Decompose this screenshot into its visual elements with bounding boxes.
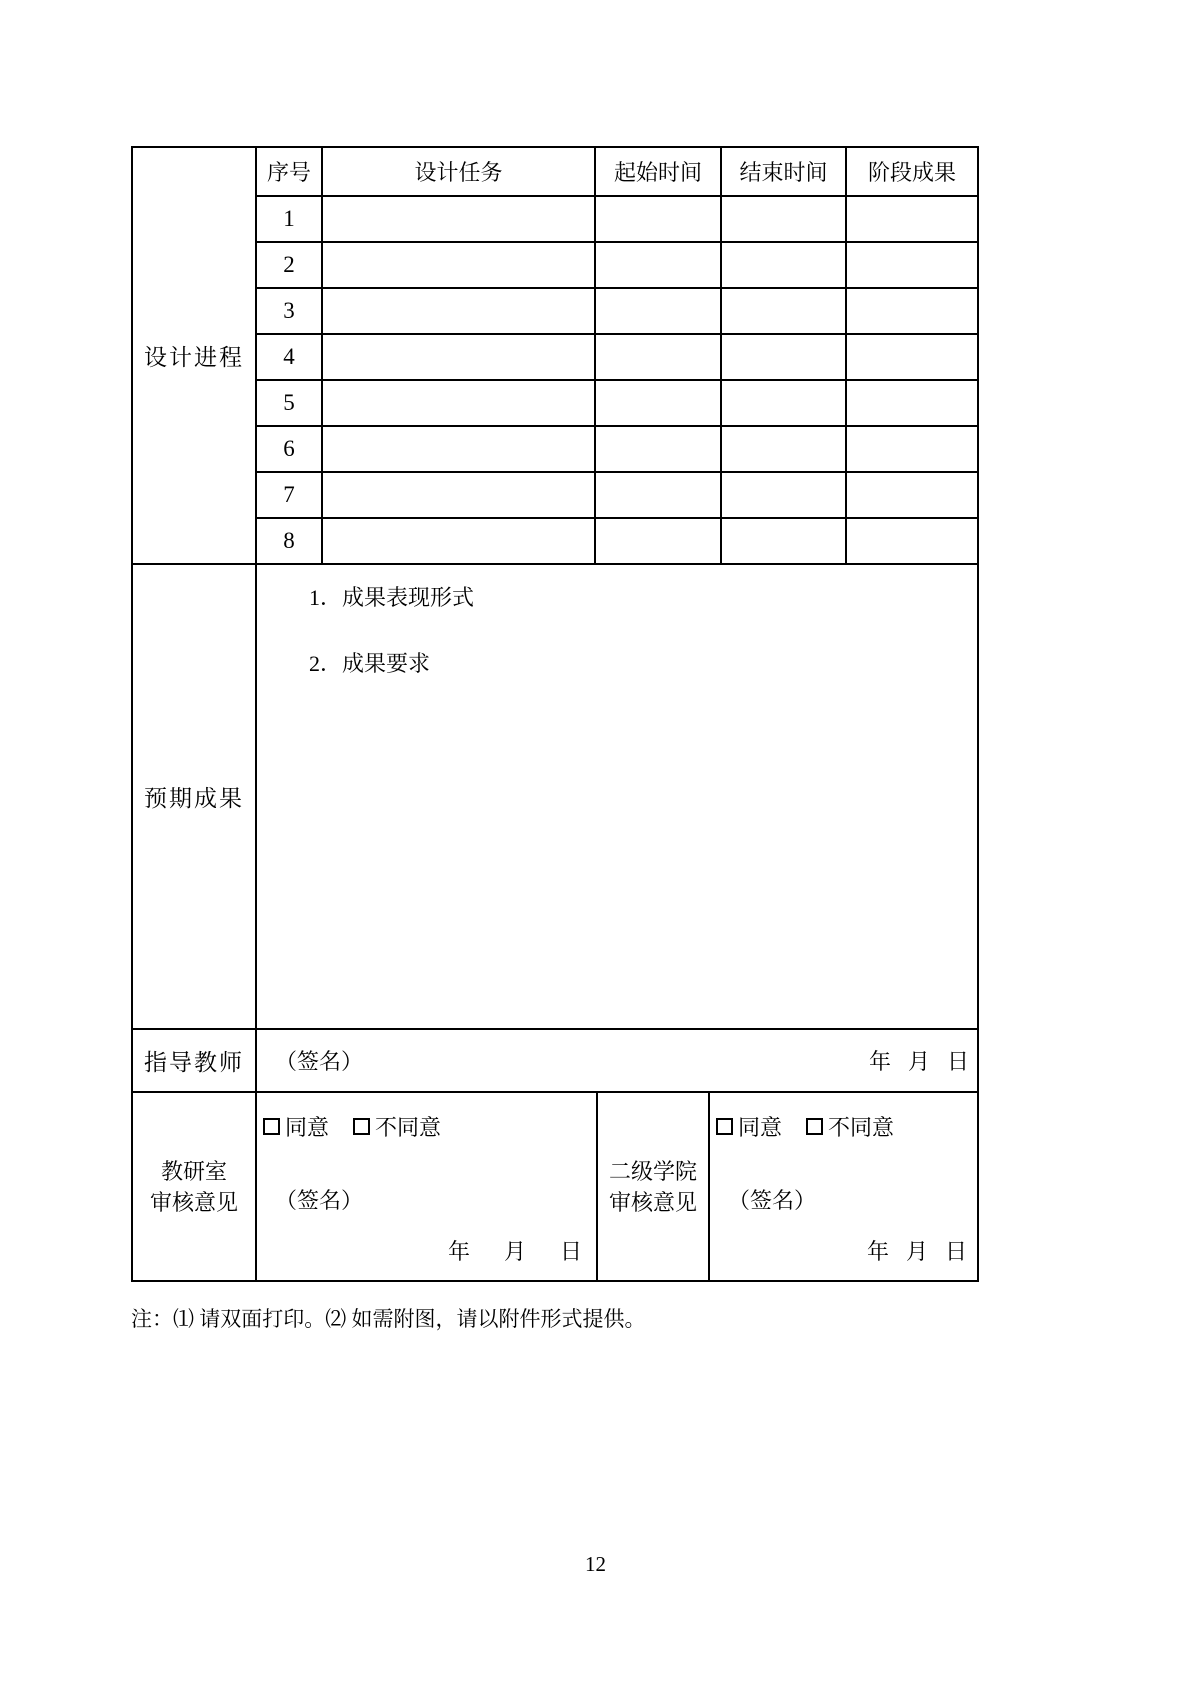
progress-row-4 <box>257 335 977 381</box>
row-number: 3 <box>257 289 323 333</box>
day-label: 日 <box>559 1239 582 1264</box>
task-input-cell[interactable] <box>323 335 596 379</box>
start-time-input-cell[interactable] <box>596 519 722 563</box>
year-label: 年 <box>447 1239 470 1264</box>
advisor-row-label: 指导教师 <box>133 1030 257 1091</box>
progress-row-2 <box>257 243 977 289</box>
advisor-date-fields <box>869 1045 969 1076</box>
start-time-input-cell[interactable] <box>596 197 722 241</box>
design-progress-grid <box>257 148 977 563</box>
agree-label: 同意 <box>738 1115 783 1140</box>
office-disagree-option <box>353 1111 441 1142</box>
expected-item-requirements: 2．成果要求 <box>309 651 431 676</box>
stage-result-input-cell[interactable] <box>847 473 977 517</box>
college-label-line1: 二级学院 <box>608 1158 697 1184</box>
college-disagree-option <box>806 1111 894 1142</box>
month-label: 月 <box>905 1239 928 1264</box>
header-stage-result: 阶段成果 <box>867 160 956 185</box>
stage-result-input-cell[interactable] <box>847 427 977 471</box>
month-label: 月 <box>503 1239 526 1264</box>
progress-row-8 <box>257 519 977 563</box>
progress-row-1 <box>257 197 977 243</box>
header-no: 序号 <box>257 148 323 195</box>
stage-result-input-cell[interactable] <box>847 335 977 379</box>
header-start-time: 起始时间 <box>596 148 722 195</box>
office-review-area[interactable] <box>257 1093 598 1280</box>
task-input-cell[interactable] <box>323 289 596 333</box>
progress-row-6 <box>257 427 977 473</box>
progress-row-7 <box>257 473 977 519</box>
day-label: 日 <box>946 1049 969 1074</box>
expected-results-row-label: 预期成果 <box>133 565 257 1028</box>
progress-row-3 <box>257 289 977 335</box>
stage-result-input-cell[interactable] <box>847 381 977 425</box>
end-time-input-cell[interactable] <box>722 519 847 563</box>
row-number: 7 <box>257 473 323 517</box>
signature-label: （签名） <box>275 1188 364 1213</box>
college-date-fields <box>867 1235 977 1266</box>
end-time-input-cell[interactable] <box>722 473 847 517</box>
disagree-checkbox[interactable] <box>353 1118 370 1135</box>
header-end-time: 结束时间 <box>722 148 847 195</box>
office-label-line2: 审核意见 <box>149 1189 238 1215</box>
row-number: 8 <box>257 519 323 563</box>
row-number: 6 <box>257 427 323 471</box>
office-checkbox-row <box>263 1111 596 1142</box>
design-progress-section <box>133 148 977 565</box>
task-form-table <box>131 146 979 1282</box>
print-instructions-note: 注：⑴ 请双面打印。⑵ 如需附图，请以附件形式提供。 <box>131 1307 646 1331</box>
task-input-cell[interactable] <box>323 519 596 563</box>
expected-results-input-area[interactable] <box>257 565 977 1028</box>
end-time-input-cell[interactable] <box>722 197 847 241</box>
disagree-label: 不同意 <box>828 1115 895 1140</box>
college-review-row-label <box>598 1093 710 1280</box>
expected-results-section <box>133 565 977 1030</box>
end-time-input-cell[interactable] <box>722 289 847 333</box>
row-number: 1 <box>257 197 323 241</box>
office-date-fields <box>448 1235 596 1266</box>
day-label: 日 <box>944 1239 967 1264</box>
start-time-input-cell[interactable] <box>596 381 722 425</box>
end-time-input-cell[interactable] <box>722 243 847 287</box>
design-progress-row-label: 设计进程 <box>133 148 257 563</box>
task-input-cell[interactable] <box>323 473 596 517</box>
signature-label: （签名） <box>275 1049 364 1074</box>
agree-checkbox[interactable] <box>716 1118 733 1135</box>
task-input-cell[interactable] <box>323 243 596 287</box>
month-label: 月 <box>907 1049 930 1074</box>
stage-result-input-cell[interactable] <box>847 519 977 563</box>
task-input-cell[interactable] <box>323 427 596 471</box>
signature-label: （签名） <box>728 1188 817 1213</box>
start-time-input-cell[interactable] <box>596 243 722 287</box>
task-input-cell[interactable] <box>323 381 596 425</box>
header-task: 设计任务 <box>323 148 596 195</box>
row-number: 4 <box>257 335 323 379</box>
end-time-input-cell[interactable] <box>722 335 847 379</box>
progress-header-row <box>257 148 977 197</box>
disagree-checkbox[interactable] <box>806 1118 823 1135</box>
agree-checkbox[interactable] <box>263 1118 280 1135</box>
college-checkbox-row <box>716 1111 977 1142</box>
disagree-label: 不同意 <box>375 1115 442 1140</box>
advisor-signature-area[interactable] <box>257 1030 977 1091</box>
advisor-signature-section <box>133 1030 977 1093</box>
year-label: 年 <box>868 1049 891 1074</box>
task-input-cell[interactable] <box>323 197 596 241</box>
row-number: 2 <box>257 243 323 287</box>
office-agree-option <box>263 1111 329 1142</box>
stage-result-input-cell[interactable] <box>847 289 977 333</box>
office-review-row-label <box>133 1093 257 1280</box>
stage-result-input-cell[interactable] <box>847 243 977 287</box>
review-opinion-section <box>133 1093 977 1280</box>
end-time-input-cell[interactable] <box>722 427 847 471</box>
progress-row-5 <box>257 381 977 427</box>
college-label-line2: 审核意见 <box>608 1189 697 1215</box>
agree-label: 同意 <box>285 1115 330 1140</box>
row-number: 5 <box>257 381 323 425</box>
college-review-area[interactable] <box>710 1093 977 1280</box>
page-number: 12 <box>585 1552 606 1576</box>
office-label-line1: 教研室 <box>160 1158 227 1184</box>
expected-item-form: 1．成果表现形式 <box>309 585 475 610</box>
year-label: 年 <box>866 1239 889 1264</box>
start-time-input-cell[interactable] <box>596 289 722 333</box>
end-time-input-cell[interactable] <box>722 381 847 425</box>
start-time-input-cell[interactable] <box>596 427 722 471</box>
start-time-input-cell[interactable] <box>596 335 722 379</box>
college-agree-option <box>716 1111 782 1142</box>
start-time-input-cell[interactable] <box>596 473 722 517</box>
stage-result-input-cell[interactable] <box>847 197 977 241</box>
